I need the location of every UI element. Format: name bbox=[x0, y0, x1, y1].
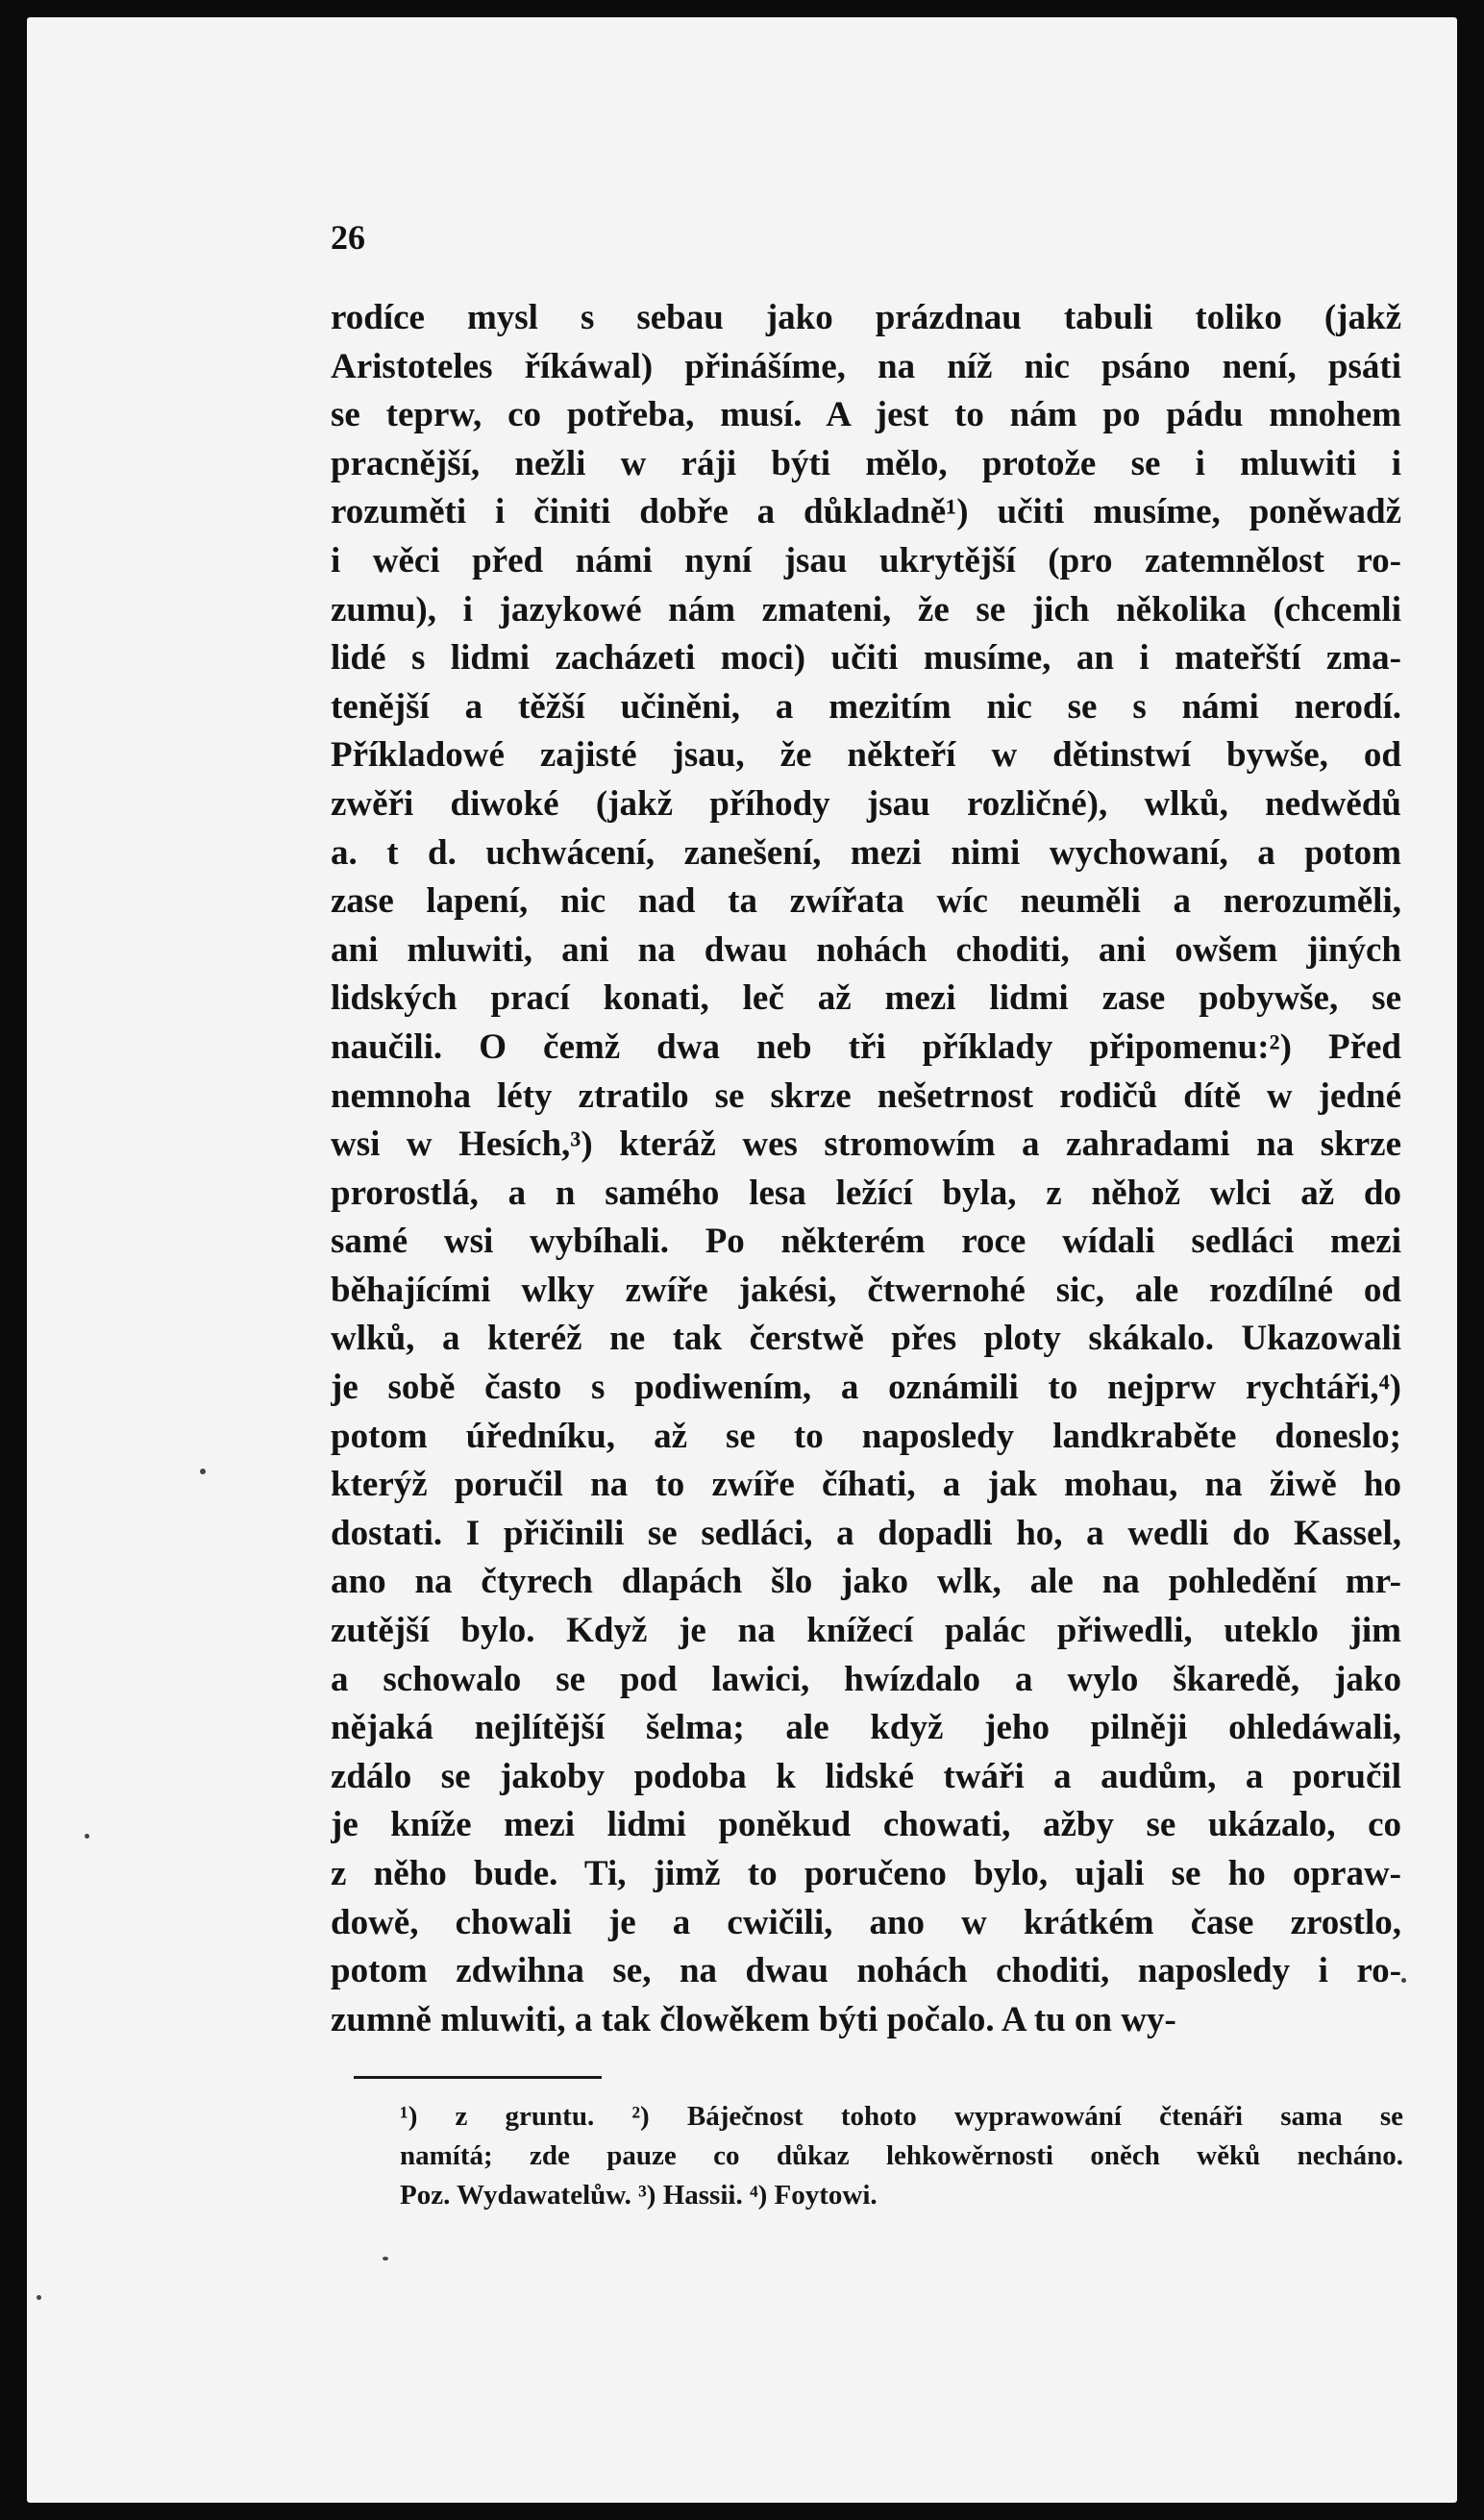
text-line: samé wsi wybíhali. Po některém roce wídali sedláci mezi bbox=[331, 1222, 1401, 1262]
text-line: prorostlá, a n samého lesa ležící byla, z něhož wlci až do bbox=[331, 1173, 1401, 1213]
text-line: Aristoteles říkáwal) přinášíme, na níž nic psáno není, psáti bbox=[331, 346, 1401, 386]
text-line: lidských prací konati, leč až mezi lidmi zase pobywše, se bbox=[331, 978, 1401, 1019]
text-line: je sobě často s podiwením, a oznámili to nejprw rychtáři,⁴) bbox=[331, 1368, 1401, 1408]
text-line: zwěři diwoké (jakž příhody jsau rozličné), wlků, nedwědů bbox=[331, 783, 1401, 824]
text-line: rodíce mysl s sebau jako prázdnau tabuli toliko (jakž bbox=[331, 298, 1401, 337]
book-page bbox=[27, 17, 1457, 2503]
text-line: dostati. I přičinili se sedláci, a dopadli ho, a wedli do Kassel, bbox=[331, 1513, 1401, 1553]
text-line: potom úředníku, až se to naposledy landkraběte doneslo; bbox=[331, 1416, 1401, 1456]
text-line: wlků, a kteréž ne tak čerstwě přes ploty skákalo. Ukazowali bbox=[331, 1319, 1401, 1359]
footnotes bbox=[400, 2097, 1403, 2215]
text-line: zutější bylo. Když je na knížecí palác přiwedli, uteklo jim bbox=[331, 1611, 1401, 1651]
text-line: z něho bude. Ti, jimž to poručeno bylo, ujali se ho opraw- bbox=[331, 1854, 1401, 1893]
text-line: potom zdwihna se, na dwau nohách choditi, naposledy i ro- bbox=[331, 1951, 1401, 1991]
text-line: wsi w Hesích,³) kteráž wes stromowím a zahradami na skrze bbox=[331, 1124, 1401, 1165]
text-line: zumně mluwiti, a tak člowěkem býti počalo. A tu on wy- bbox=[331, 1999, 1176, 2039]
ink-speck bbox=[85, 1834, 89, 1839]
text-line: lidé s lidmi zacházeti moci) učiti musíme, an i mateřští zma- bbox=[331, 638, 1401, 679]
text-line: zdálo se jakoby podoba k lidské twáři a audům, a poručil bbox=[331, 1756, 1401, 1796]
text-line: a schowalo se pod lawici, hwízdalo a wylo škaredě, jako bbox=[331, 1659, 1401, 1699]
text-line: dowě, chowali je a cwičili, ano w krátkém čase zrostlo, bbox=[331, 1902, 1401, 1942]
footnote-line: Poz. Wydawatelůw. ³) Hassii. ⁴) Foytowi. bbox=[400, 2180, 878, 2211]
text-line: pracnější, nežli w ráji býti mělo, protože se i mluwiti i bbox=[331, 443, 1401, 483]
footnote-divider bbox=[354, 2076, 602, 2079]
footnote-line: namítá; zde pauze co důkaz lehkowěrnosti oněch wěků necháno. bbox=[400, 2140, 1403, 2171]
ink-speck bbox=[37, 2295, 41, 2300]
text-line: zase lapení, nic nad ta zwířata wíc neuměli a nerozuměli, bbox=[331, 881, 1401, 922]
text-line: Příkladowé zajisté jsau, že někteří w dětinstwí bywše, od bbox=[331, 735, 1401, 776]
text-line: je kníže mezi lidmi poněkud chowati, ažby se ukázalo, co bbox=[331, 1805, 1401, 1845]
text-line: nemnoha léty ztratilo se skrze nešetrnost rodičů dítě w jedné bbox=[331, 1075, 1401, 1116]
footnote-line: ¹) z gruntu. ²) Báječnost tohoto wyprawowání čtenáři sama se bbox=[400, 2101, 1403, 2132]
text-line: zumu), i jazykowé nám zmateni, že se jich několika (chcemli bbox=[331, 589, 1401, 630]
page-number: 26 bbox=[331, 218, 365, 257]
text-line: běhajícími wlky zwíře jakési, čtwernohé sic, ale rozdílné od bbox=[331, 1270, 1401, 1310]
text-line: ani mluwiti, ani na dwau nohách choditi, ani owšem jiných bbox=[331, 929, 1401, 970]
text-line: i wěci před námi nyní jsau ukrytější (pro zatemnělost ro- bbox=[331, 540, 1401, 581]
ink-speck bbox=[200, 1469, 206, 1474]
text-line: ano na čtyrech dlapách šlo jako wlk, ale na pohledění mr- bbox=[331, 1562, 1401, 1602]
ink-speck bbox=[1401, 1978, 1406, 1983]
text-line: naučili. O čemž dwa neb tři příklady připomenu:²) Před bbox=[331, 1026, 1401, 1067]
text-line: kterýž poručil na to zwíře číhati, a jak mohau, na žiwě ho bbox=[331, 1465, 1401, 1505]
text-line: rozuměti i činiti dobře a důkladně¹) učiti musíme, poněwadž bbox=[331, 492, 1401, 532]
text-line: tenější a těžší učiněni, a mezitím nic se s námi nerodí. bbox=[331, 686, 1401, 727]
text-line: se teprw, co potřeba, musí. A jest to nám po pádu mnohem bbox=[331, 395, 1401, 435]
text-line: a. t d. uchwácení, zanešení, mezi nimi wychowaní, a potom bbox=[331, 832, 1401, 873]
ink-speck bbox=[383, 2257, 388, 2261]
text-line: nějaká nejlítější šelma; ale když jeho pilněji ohledáwali, bbox=[331, 1708, 1401, 1748]
body-text bbox=[331, 294, 1401, 2044]
